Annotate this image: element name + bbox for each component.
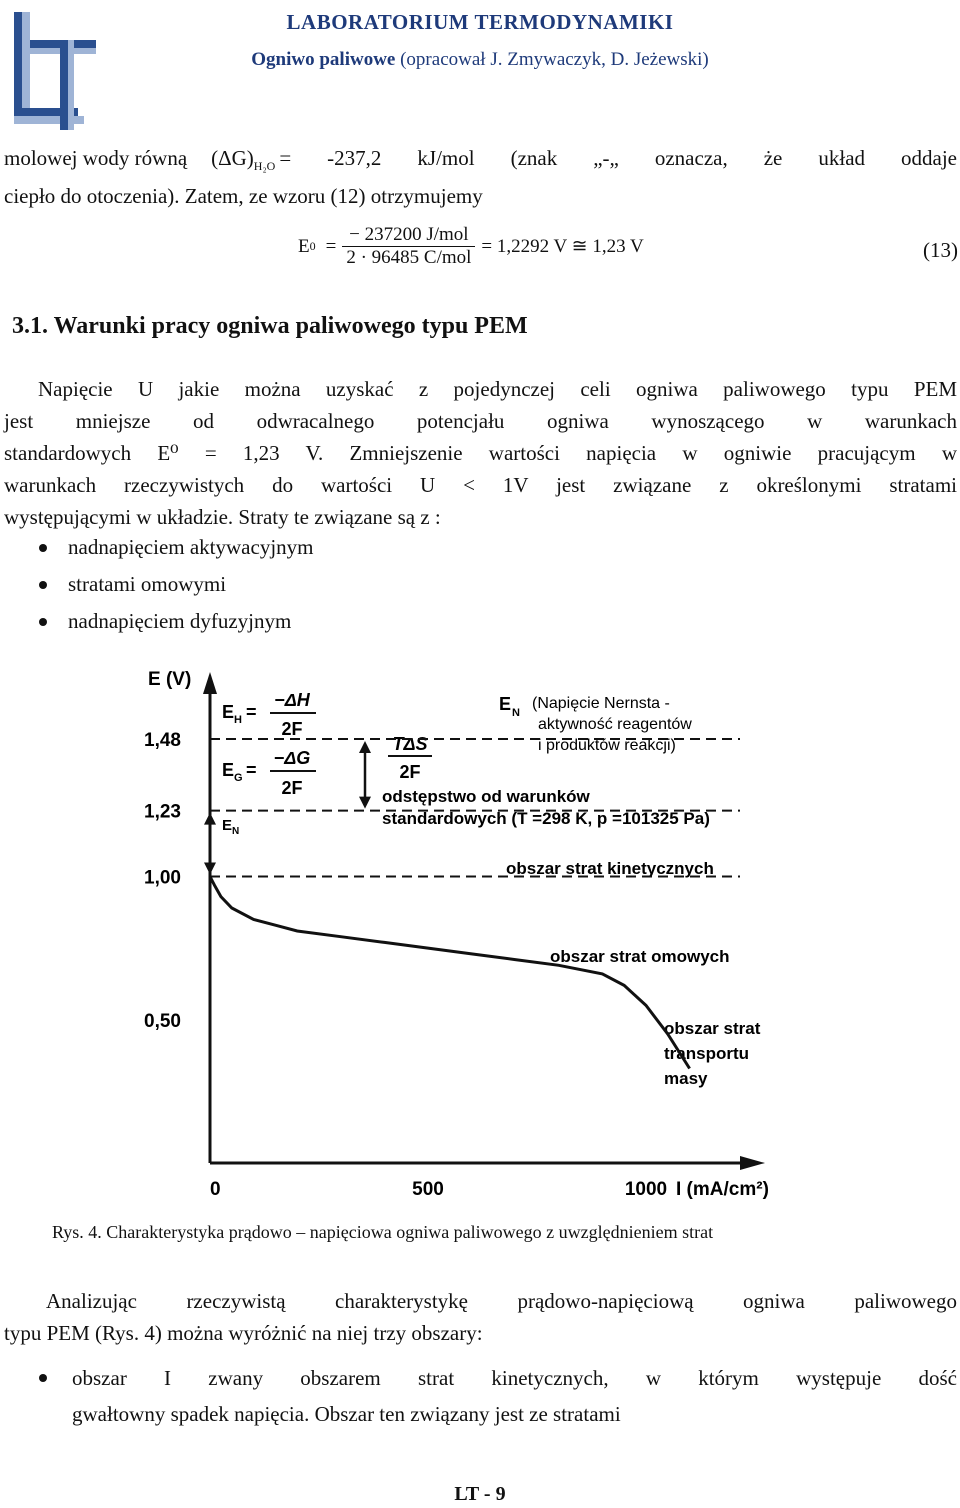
eq-lhs-sup: 0 [309,239,316,253]
y-ticks [144,730,181,1032]
deviation-line2: standardowych (T =298 K, p =101325 Pa) [382,809,710,828]
nernst-line2: aktywność reagentów [538,716,692,733]
para-line-5: występującymi w układzie. Straty te związane są z : [4,505,441,529]
x-axis-arrow [740,1156,765,1170]
page-footer: LT - 9 [454,1483,506,1505]
analysis-line-1: Analizując rzeczywistą charakterystykę prądowo-napięciową ogniwa paliwowego [46,1289,957,1313]
deviation-arrow-head-top [204,813,216,825]
en-label: E [222,817,233,834]
section-heading: 3.1. Warunki pracy ogniwa paliwowego typu PEM [12,313,528,339]
y-tick-label: 1,23 [144,801,181,823]
x-axis-label: I (mA/cm²) [676,1179,769,1200]
regions-list [0,1360,957,1432]
dg-den: 2F [281,778,303,798]
y-tick-label: 1,48 [144,730,181,752]
equation-number: (13) [923,238,958,262]
mass-region-line1: obszar strat [664,1019,761,1038]
nernst-line3: i produktów reakcji) [538,737,676,754]
eh-sub: H [234,714,242,726]
para-line-3: standardowych E⁰ = 1,23 V. Zmniejszenie wartości napięcia w ogniwie pracującym w [4,441,957,465]
region-bullet-line2: gwałtowny spadek napięcia. Obszar ten związany jest ze stratami [72,1402,621,1426]
kinetic-region-label: obszar strat kinetycznych [506,859,714,878]
eg-sub: G [234,772,243,784]
y-tick-label: 1,00 [144,867,181,889]
para-line-2: jest mniejsze od odwracalnego potencjału ogniwa wynoszącego w warunkach [4,409,957,433]
eq-denominator: 2 · 96485 C/mol [346,247,472,268]
analysis-paragraph [4,1285,957,1349]
delta-g-sub: H₂O [253,159,276,174]
eh-label: E [222,702,235,722]
figure-caption: Rys. 4. Charakterystyka prądowo – napięciowa ogniwa paliwowego z uwzględnieniem strat [52,1222,714,1242]
eq-result: = 1,2292 V ≅ 1,23 V [481,236,644,257]
para-line-4: warunkach rzeczywistych do wartości U < 1V jest związane z określonymi stratami [4,473,957,497]
intro-line1 [4,142,957,182]
nernst-e: E [499,694,512,714]
eq-lhs: E [298,235,310,257]
x-tick-label: 500 [412,1179,444,1200]
equation-13: E 0 = $\frac{\text{− 237200 J/mol}}{\text{2 · 96485 C/mol}}$ = 1,2292 V ≅ 1,23 V [298,224,644,268]
dh-den: 2F [281,719,303,739]
level-labels [222,690,761,1088]
list-item [0,1360,957,1432]
lab-title: LABORATORIUM TERMODYNAMIKI [286,10,674,34]
tds-arrow-head-bottom [359,797,371,809]
region-bullet-line1: obszar I zwany obszarem strat kinetycznych, w którym występuje dość [72,1366,957,1390]
subtitle-rest: (opracował J. Zmywaczyk, D. Jeżewski) [395,49,709,70]
dg-num: −ΔG [273,748,311,768]
section-paragraph [4,373,957,533]
nernst-sub: N [512,707,520,719]
x-tick-label: 0 [210,1179,221,1200]
polarization-curve [210,877,690,1069]
mass-region-line2: transportu [664,1044,749,1063]
polarization-chart [140,658,820,1203]
intro-pre: molowej wody równą [4,146,188,170]
x-ticks [210,1179,667,1200]
y-tick-label: 0,50 [144,1010,181,1032]
tds-arrow-head-top [359,741,371,753]
doc-subtitle [160,49,800,71]
list-item: stratami omowymi [0,571,900,608]
analysis-line-2: typu PEM (Rys. 4) można wyróżnić na niej trzy obszary: [4,1321,483,1345]
x-tick-label: 1000 [624,1179,668,1200]
tds-num: TΔS [392,734,428,754]
nernst-line1: (Napięcie Nernsta - [532,695,670,712]
eg-eq: = [246,760,257,780]
dh-num: −ΔH [274,690,310,710]
tds-den: 2F [399,762,421,782]
intro-line2: ciepło do otoczenia). Zatem, ze wzoru (12) otrzymujemy [4,184,483,208]
deviation-line1: odstępstwo od warunków [382,787,590,806]
deviation-arrow-head-bottom [204,863,216,875]
ohmic-region-label: obszar strat omowych [550,947,730,966]
para-line-1: Napięcie U jakie można uzyskać z pojedynczej celi ogniwa paliwowego typu PEM [38,377,957,401]
y-axis-label: E (V) [148,669,192,690]
delta-g: (ΔG) [211,146,254,170]
lt-logo [0,4,100,130]
mass-region-line3: masy [664,1069,708,1088]
eq-numerator: − 237200 J/mol [342,224,475,247]
y-axis-arrow [203,672,217,694]
losses-list [0,534,900,645]
list-item: nadnapięciem aktywacyjnym [0,534,900,571]
eg-label: E [222,760,235,780]
subtitle-bold: Ogniwo paliwowe [251,49,396,70]
en-sub: N [232,826,240,837]
list-item: nadnapięciem dyfuzyjnym [0,608,900,645]
eh-eq: = [246,702,257,722]
intro-post: = -237,2 kJ/mol (znak „-„ oznacza, że układ oddaje [279,146,957,170]
